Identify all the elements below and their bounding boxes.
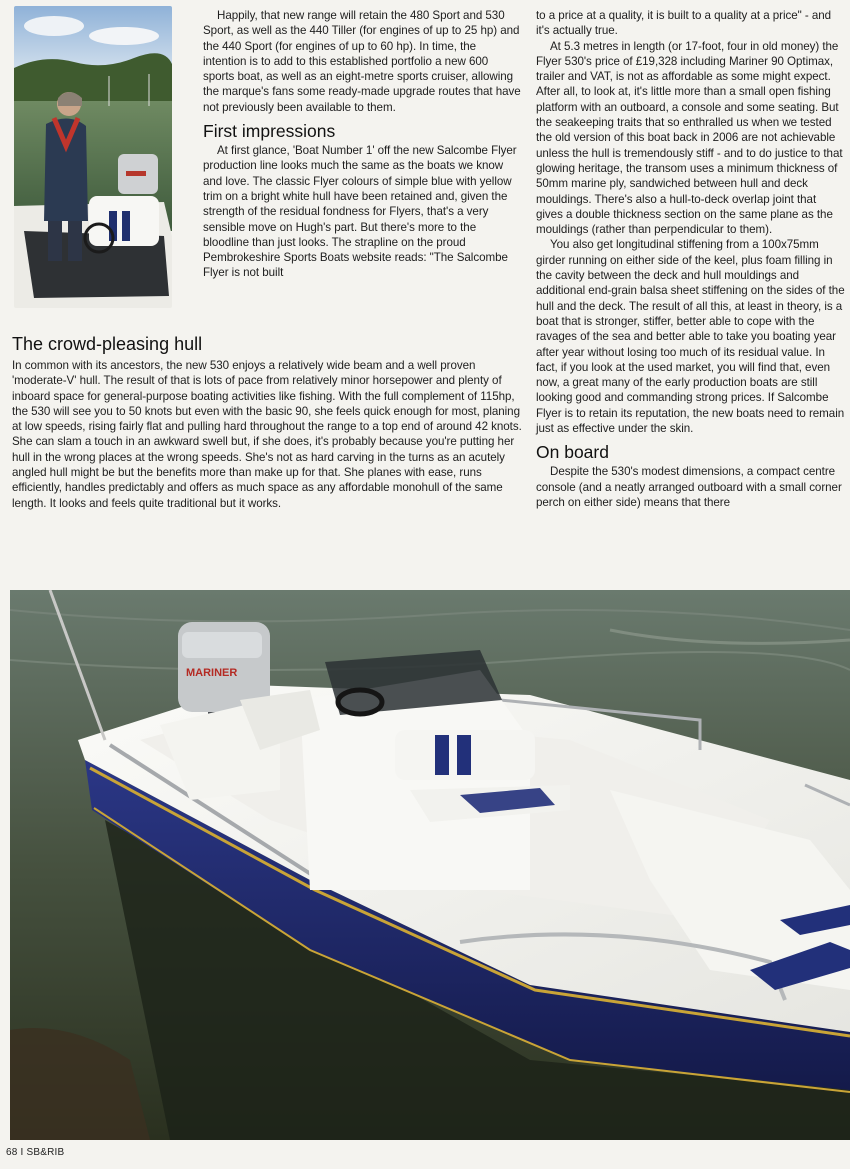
page-footer: 68 I SB&RIB xyxy=(6,1147,65,1158)
first-impressions-paragraph: At first glance, 'Boat Number 1' off the new Salcombe Flyer production line looks much the same as the boats we know and love. The classic Flyer colours of simple blue with yellow trim on a bright white hull have been retained and, given the strength of the residual fondness for Flyers, that's a very sensible move on Hugh's part. But there's more to the bloodline than just looks. The strapline on the proud Pembrokeshire Sports Boats website reads: "The Salcombe Flyer is not built xyxy=(203,144,517,280)
column-left-wide xyxy=(12,358,524,511)
engine-brand-text: MARINER xyxy=(186,667,238,679)
first-impressions-heading: First impressions xyxy=(203,121,336,142)
boat-photo-illustration xyxy=(10,590,850,1140)
price-quality-paragraph: to a price at a quality, it is built to a quality at a price" - and it's actually true. xyxy=(536,9,832,38)
column-middle-top xyxy=(203,8,521,281)
crowd-pleasing-hull-heading: The crowd-pleasing hull xyxy=(12,334,203,354)
on-board-paragraph: Despite the 530's modest dimensions, a compact centre console (and a neatly arranged outboard with a small corner perch on either side) means that there xyxy=(536,465,842,509)
helmsman-photo-illustration xyxy=(14,6,172,308)
boat-photo xyxy=(10,590,850,1140)
on-board-heading: On board xyxy=(536,442,609,463)
stiffening-paragraph: You also get longitudinal stiffening from a 100x75mm girder running on either side of the keel, plus foam filling in the cavity between the deck and hull mouldings and additional end-grain balsa sheet stiffening on the sides of the hull and the deck. The result of all this, at least in theory, is a boat that is stronger, stiffer, better able to cope with the ravages of the sea and better able to take you boating year after year without losing too much of its residual value. In fact, if you look at the used market, you will find that, even now, a great many of the early production boats are still looking good and commanding strong prices. If Salcombe Flyer is to retain its reputation, the new boats need to remain just as effective under the skin. xyxy=(536,238,845,436)
intro-paragraph: Happily, that new range will retain the 480 Sport and 530 Sport, as well as the 440 Tiller (for engines of up to 25 hp) and the 440 Sport (for engines of up to 60 hp). In time, the intention is to add to this established portfolio a new 600 sports boat, as well as an eight-metre sports cruiser, allowing the marque's fans some ready-made upgrade routes that have not previously been available to them. xyxy=(203,9,521,114)
length-price-paragraph: At 5.3 metres in length (or 17-foot, four in old money) the Flyer 530's price of £19,328 including Mariner 90 Optimax, trailer and VAT, is not as affordable as some might expect. After all, to look at, it's little more than a small open fishing platform with an outboard, a console and some seating. But the seakeeping traits that so enthralled us when we tested the old version of this boat back in 2006 are not achievable unless the hull is tremendously stiff - and to do justice to that glowing heritage, the transom uses a minimum thickness of 50mm marine ply, sandwiched between hull and deck mouldings. There's also a hull-to-deck overlap joint that gives a double thickness section on the same plane as the mouldings (rather than perpendicular to them). xyxy=(536,39,843,237)
helmsman-photo xyxy=(14,6,172,308)
hull-paragraph: In common with its ancestors, the new 530 enjoys a relatively wide beam and a well proven 'moderate-V' hull. The result of that is lots of pace from relatively minor horsepower and plenty of inboard space for general-purpose boating activities like fishing. With the full complement of 115hp, the 530 will see you to 50 knots but even with the basic 90, she feels quick enough for most, planing at low speeds, rising fairly flat and pulling hard throughout the range to a top end of around 42 knots. She can slam a touch in an awkward swell but, if she does, it's probably because you're putting her hull in the wrong places at the wrong speeds. She's not as hard carving in the turns as an acutely angled hull might be but the benefits more than make up for that. She planes with ease, runs efficiently, handles predictably and offers as much space as any affordable monohull of the same length. It looks and feels quite traditional but it works. xyxy=(12,359,522,510)
column-right xyxy=(536,8,846,510)
